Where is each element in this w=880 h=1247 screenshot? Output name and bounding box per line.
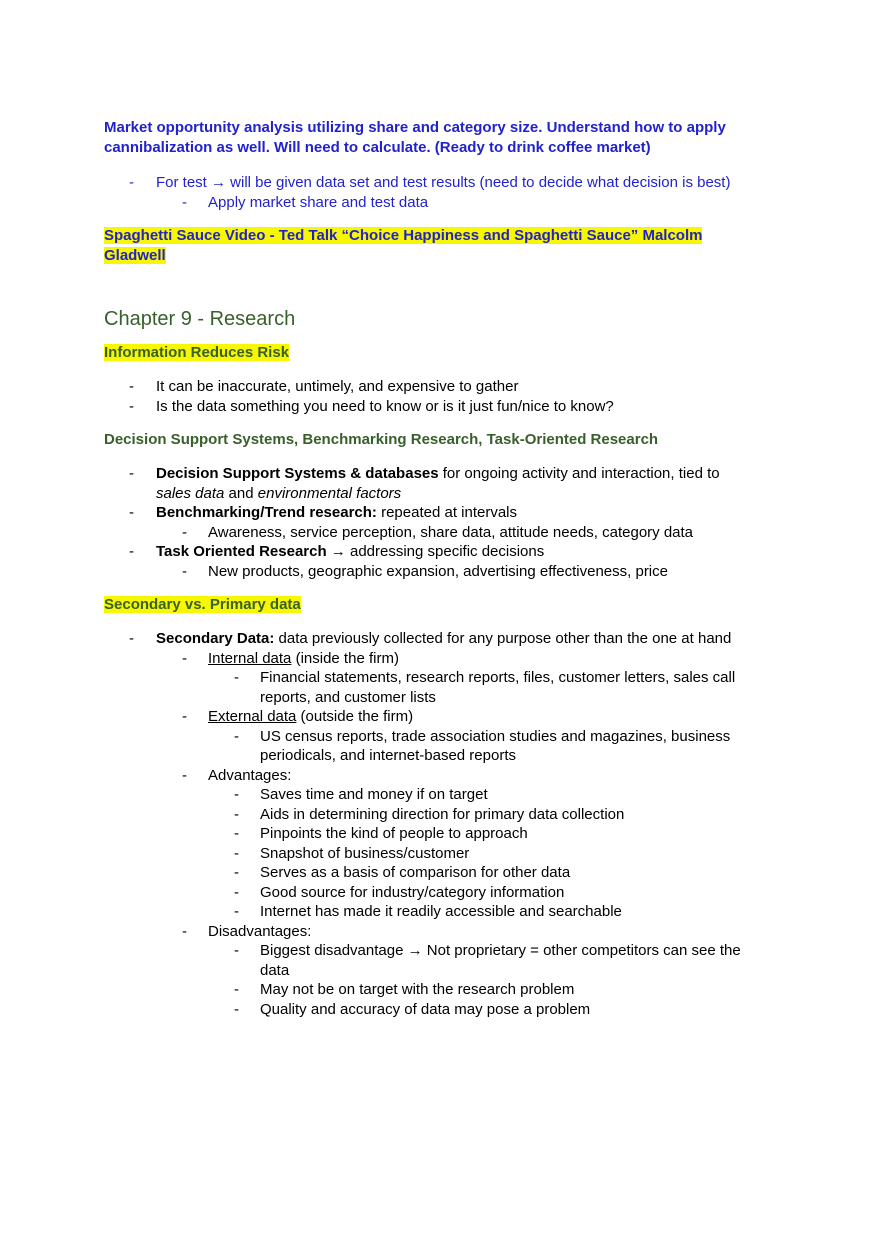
list-item: - Aids in determining direction for primary data collection	[234, 805, 625, 823]
list-item: - US census reports, trade association studies and magazines, business periodicals, and internet-based reports	[234, 727, 731, 764]
list-item: - Decision Support Systems & databases for ongoing activity and interaction, tied to sales data and environmental factors	[129, 465, 720, 502]
list-item: - Disadvantages:	[182, 922, 312, 940]
chapter-title: Chapter 9 - Research	[104, 308, 296, 330]
list-item: - For test → will be given data set and test results (need to decide what decision is best)	[129, 174, 731, 191]
list-item: - It can be inaccurate, untimely, and expensive to gather	[129, 378, 519, 395]
list-item: - Serves as a basis of comparison for other data	[234, 864, 571, 881]
list-item: - Apply market share and test data	[182, 193, 429, 211]
list-item: - Biggest disadvantage → Not proprietary = other competitors can see the data	[234, 942, 741, 979]
list-item: - Pinpoints the kind of people to approach	[234, 825, 528, 842]
list-item: - Snapshot of business/customer	[234, 844, 470, 862]
list-item: - Is the data something you need to know or is it just fun/nice to know?	[129, 397, 614, 415]
list-item: - Saves time and money if on target	[234, 786, 488, 803]
list-item: - External data (outside the firm)	[182, 708, 414, 725]
section-heading-information: Information Reduces Risk	[104, 344, 290, 361]
list-item: - Financial statements, research reports, files, customer letters, sales call reports, and customer lists	[234, 669, 736, 706]
list-item: - May not be on target with the research problem	[234, 981, 575, 998]
list-item: - Internet has made it readily accessible and searchable	[234, 903, 622, 920]
intro-heading: Market opportunity analysis utilizing share and category size. Understand how to apply cannibalization as well. Will need to calculate. (Ready to drink coffee market)	[104, 119, 726, 156]
list-item: - Secondary Data: data previously collected for any purpose other than the one at hand	[129, 630, 732, 647]
video-reference: Spaghetti Sauce Video - Ted Talk “Choice Happiness and Spaghetti Sauce” Malcolm Gladwell	[104, 227, 703, 264]
list-item: - Internal data (inside the firm)	[182, 649, 399, 667]
document-page	[104, 118, 784, 1019]
list-item: - Awareness, service perception, share data, attitude needs, category data	[182, 523, 694, 541]
section-heading-secondary: Secondary vs. Primary data	[104, 596, 301, 613]
section-heading-dss: Decision Support Systems, Benchmarking Research, Task-Oriented Research	[104, 431, 659, 448]
list-item: - Advantages:	[182, 766, 292, 784]
list-item: - Task Oriented Research → addressing specific decisions	[129, 543, 545, 560]
list-item: - Benchmarking/Trend research: repeated at intervals	[129, 504, 518, 521]
list-item: - New products, geographic expansion, advertising effectiveness, price	[182, 562, 668, 580]
list-item: - Quality and accuracy of data may pose a problem	[234, 1000, 591, 1018]
list-item: - Good source for industry/category information	[234, 883, 565, 901]
